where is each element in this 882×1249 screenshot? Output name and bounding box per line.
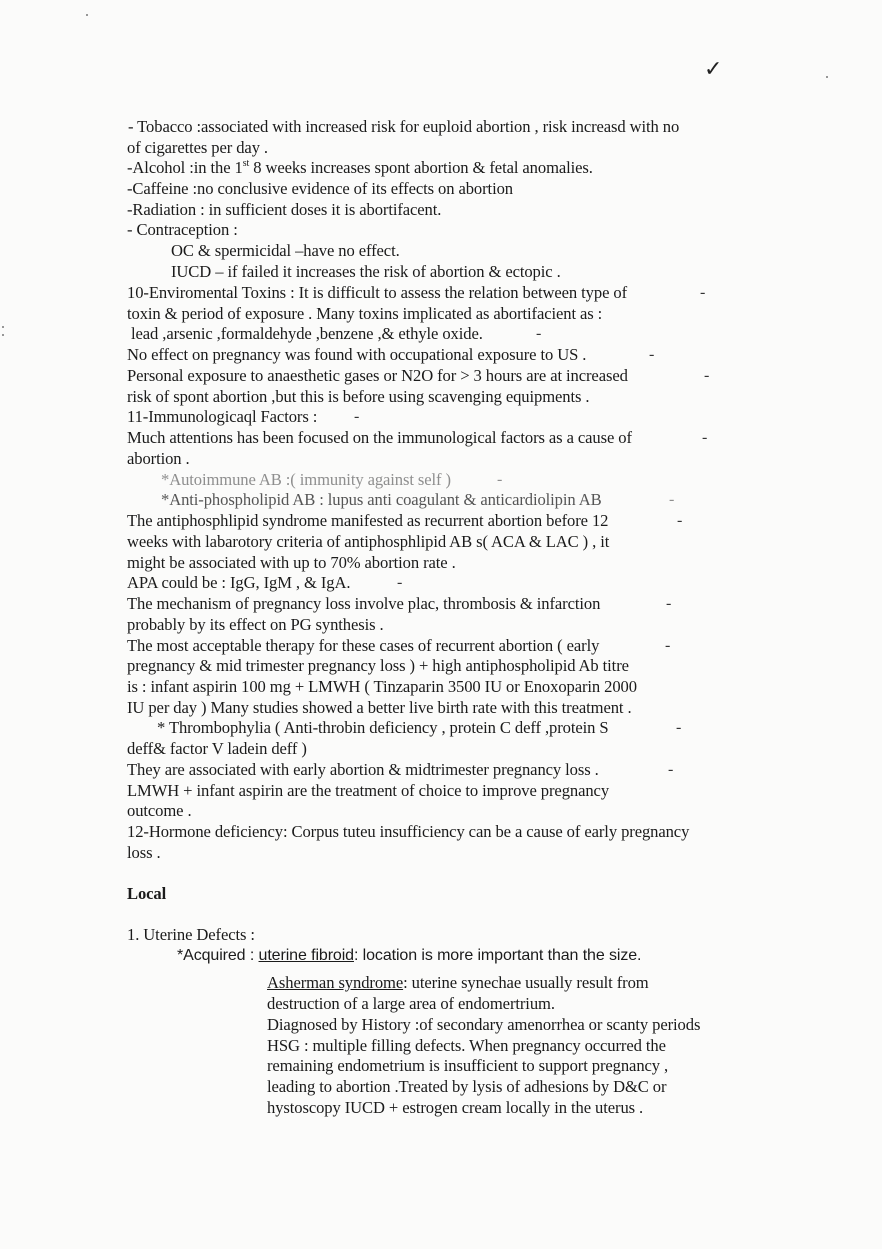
superscript: st: [242, 158, 250, 169]
margin-dash: -: [666, 595, 672, 612]
text-line: outcome .: [127, 801, 192, 820]
margin-dash: -: [497, 471, 503, 488]
text-line-tobacco: - Tobacco :associated with increased risk for euploid abortion , risk increasd with no: [128, 117, 680, 136]
text-line-radiation: -Radiation : in sufficient doses it is abortifacent.: [127, 200, 442, 219]
text-line: is : infant aspirin 100 mg + LMWH ( Tinzaparin 3500 IU or Enoxoparin 2000: [127, 677, 637, 696]
text-line: destruction of a large area of endomertrium.: [267, 994, 555, 1013]
text-segment: : uterine synechae usually result from: [403, 973, 649, 992]
text-line-uterine-defects: 1. Uterine Defects :: [127, 925, 255, 944]
text-line: of cigarettes per day .: [127, 138, 268, 157]
margin-dash: -: [704, 367, 710, 384]
margin-dash: -: [676, 719, 682, 736]
text-line: probably by its effect on PG synthesis .: [127, 615, 384, 634]
margin-dash: -: [354, 408, 360, 425]
text-line: The mechanism of pregnancy loss involve plac, thrombosis & infarction: [127, 594, 601, 613]
text-line: No effect on pregnancy was found with occupational exposure to US .: [127, 345, 587, 364]
text-segment: -Alcohol :in the 1: [127, 158, 243, 177]
term-asherman-syndrome: Asherman syndrome: [267, 973, 404, 992]
text-line-thrombophylia: * Thrombophylia ( Anti-throbin deficiency , protein C deff ,protein S: [157, 718, 609, 737]
text-line: hystoscopy IUCD + estrogen cream locally in the uterus .: [267, 1098, 644, 1117]
text-line: Much attentions has been focused on the immunological factors as a cause of: [127, 428, 632, 447]
scan-speck: [86, 14, 88, 16]
text-line: LMWH + infant aspirin are the treatment of choice to improve pregnancy: [127, 781, 610, 800]
margin-dash: -: [677, 512, 683, 529]
text-line: Diagnosed by History :of secondary amenorrhea or scanty periods: [267, 1015, 701, 1034]
checkmark-icon: ✓: [704, 56, 723, 81]
text-line: Personal exposure to anaesthetic gases or N2O for > 3 hours are at increased: [127, 366, 628, 385]
text-segment: : location is more important than the size.: [353, 947, 642, 964]
text-line: APA could be : IgG, IgM , & IgA.: [127, 573, 351, 592]
term-uterine-fibroid: uterine fibroid: [258, 947, 354, 964]
text-line: toxin & period of exposure . Many toxins implicated as abortifacient as :: [127, 304, 603, 323]
margin-dash: -: [536, 325, 542, 342]
scan-speck: [2, 334, 4, 336]
text-line: IU per day ) Many studies showed a better live birth rate with this treatment .: [127, 698, 632, 717]
text-line-hormone: 12-Hormone deficiency: Corpus tuteu insufficiency can be a cause of early pregnancy: [127, 822, 690, 841]
scan-speck: [2, 326, 4, 328]
margin-dash: -: [397, 574, 403, 591]
text-line: IUCD – if failed it increases the risk of abortion & ectopic .: [171, 262, 561, 281]
text-line: might be associated with up to 70% abortion rate .: [127, 553, 456, 572]
text-line: abortion .: [127, 449, 190, 468]
text-line: *Autoimmune AB :( immunity against self ): [161, 470, 451, 489]
text-line-alcohol: [127, 158, 593, 178]
text-line: loss .: [127, 843, 161, 862]
text-line: lead ,arsenic ,formaldehyde ,benzene ,& ethyle oxide.: [131, 324, 483, 343]
text-line: risk of spont abortion ,but this is before using scavenging equipments .: [127, 387, 590, 406]
text-line: The antiphosphlipid syndrome manifested as recurrent abortion before 12: [127, 511, 609, 530]
text-segment: 8 weeks increases spont abortion & fetal anomalies.: [249, 158, 593, 177]
scan-speck: [826, 76, 828, 78]
text-segment: *Acquired :: [177, 947, 255, 964]
text-line: remaining endometrium is insufficient to support pregnancy ,: [267, 1056, 669, 1075]
text-line: The most acceptable therapy for these cases of recurrent abortion ( early: [127, 636, 600, 655]
text-line: pregnancy & mid trimester pregnancy loss ) + high antiphospholipid Ab titre: [127, 656, 629, 675]
text-line-asherman: [267, 973, 649, 993]
text-line-caffeine: -Caffeine :no conclusive evidence of its effects on abortion: [127, 179, 513, 198]
text-line: HSG : multiple filling defects. When pregnancy occurred the: [267, 1036, 666, 1055]
margin-dash: -: [668, 761, 674, 778]
text-line: leading to abortion .Treated by lysis of adhesions by D&C or: [267, 1077, 667, 1096]
margin-dash: -: [702, 429, 708, 446]
text-line: They are associated with early abortion & midtrimester pregnancy loss .: [127, 760, 599, 779]
margin-dash: -: [649, 346, 655, 363]
section-heading-immunological: 11-Immunologicaql Factors :: [127, 407, 318, 426]
section-heading-local: Local: [127, 884, 167, 903]
text-line-contraception: - Contraception :: [127, 220, 238, 239]
margin-dash: -: [665, 637, 671, 654]
text-line-acquired: [177, 946, 641, 966]
text-line: *Anti-phospholipid AB : lupus anti coagulant & anticardiolipin AB: [161, 490, 602, 509]
text-line-toxins: 10-Enviromental Toxins : It is difficult to assess the relation between type of: [127, 283, 628, 302]
text-line: deff& factor V ladein deff ): [127, 739, 307, 758]
text-line: weeks with labarotory criteria of antiphosphlipid AB s( ACA & LAC ) , it: [127, 532, 610, 551]
margin-dash: -: [669, 491, 675, 508]
text-line: OC & spermicidal –have no effect.: [171, 241, 400, 260]
margin-dash: -: [700, 284, 706, 301]
